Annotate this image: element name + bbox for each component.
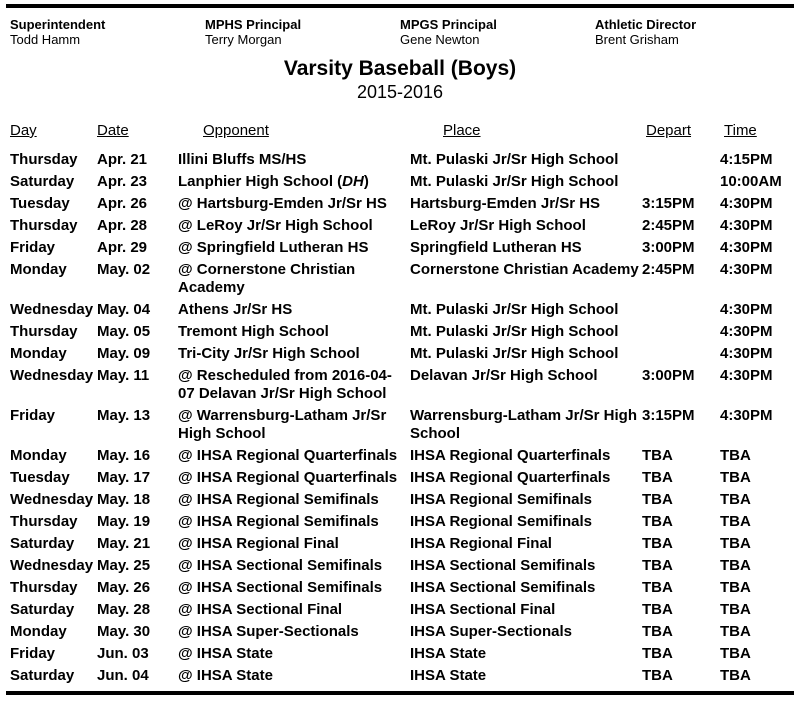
- cell-day: Friday: [10, 645, 56, 662]
- cell-date: Apr. 26: [97, 195, 148, 212]
- cell-opponent: Tri-City Jr/Sr High School: [178, 345, 360, 362]
- staff-role-label: Athletic Director: [595, 17, 697, 32]
- cell-time: TBA: [720, 513, 751, 530]
- cell-date: May. 02: [97, 261, 151, 278]
- cell-opponent: @ IHSA State: [178, 667, 273, 684]
- schedule-row: [10, 259, 790, 299]
- cell-time: TBA: [720, 667, 751, 684]
- cell-time: 10:00AM: [720, 173, 782, 190]
- schedule-row: [10, 237, 790, 259]
- cell-place: Hartsburg-Emden Jr/Sr HS: [410, 195, 601, 212]
- staff-person-name: Terry Morgan: [205, 32, 282, 47]
- cell-date: May. 19: [97, 513, 151, 530]
- cell-place: Delavan Jr/Sr High School: [410, 367, 598, 384]
- cell-day: Wednesday: [10, 301, 94, 318]
- opponent-text: ): [363, 173, 369, 190]
- cell-depart: TBA: [642, 513, 673, 530]
- cell-opponent: @ IHSA Regional Semifinals: [178, 513, 379, 530]
- staff-person-name: Todd Hamm: [10, 32, 81, 47]
- cell-day: Friday: [10, 407, 56, 424]
- cell-day: Thursday: [10, 217, 78, 234]
- cell-depart: TBA: [642, 469, 673, 486]
- cell-depart: 2:45PM: [642, 217, 695, 234]
- cell-date: May. 13: [97, 407, 151, 424]
- schedule-row: [10, 643, 790, 665]
- cell-day: Tuesday: [10, 195, 70, 212]
- cell-depart: TBA: [642, 447, 673, 464]
- cell-depart: 3:15PM: [642, 195, 695, 212]
- cell-time: 4:15PM: [720, 151, 773, 168]
- cell-depart: [642, 151, 720, 169]
- cell-opponent: [178, 173, 410, 191]
- schedule-row: [10, 193, 790, 215]
- cell-time: TBA: [720, 447, 751, 464]
- cell-opponent: Tremont High School: [178, 323, 329, 340]
- cell-day: Wednesday: [10, 491, 94, 508]
- schedule-row: [10, 445, 790, 467]
- cell-place: IHSA Super-Sectionals: [410, 623, 572, 640]
- table-body: [10, 149, 790, 687]
- staff-member: [400, 17, 595, 47]
- cell-date: Apr. 23: [97, 173, 148, 190]
- cell-place: IHSA Sectional Semifinals: [410, 579, 596, 596]
- staff-member: [595, 17, 790, 47]
- top-divider: [6, 4, 794, 8]
- cell-time: TBA: [720, 491, 751, 508]
- season-subtitle: 2015-2016: [356, 82, 444, 102]
- schedule-row: [10, 599, 790, 621]
- opponent-note-italic: DH: [342, 173, 364, 190]
- cell-day: Saturday: [10, 173, 75, 190]
- cell-time: 4:30PM: [720, 323, 773, 340]
- cell-depart: TBA: [642, 491, 673, 508]
- cell-date: May. 16: [97, 447, 151, 464]
- column-header-label-opponent: Opponent: [203, 122, 269, 139]
- cell-place: Mt. Pulaski Jr/Sr High School: [410, 173, 619, 190]
- cell-place: Mt. Pulaski Jr/Sr High School: [410, 323, 619, 340]
- cell-opponent: @ Cornerstone Christian Academy: [178, 261, 356, 296]
- column-header-label-depart: Depart: [646, 122, 692, 139]
- cell-place: IHSA State: [410, 667, 487, 684]
- cell-opponent: @ IHSA Super-Sectionals: [178, 623, 359, 640]
- cell-opponent: @ IHSA Sectional Semifinals: [178, 579, 383, 596]
- cell-opponent: @ IHSA Sectional Final: [178, 601, 343, 618]
- cell-depart: [642, 345, 720, 363]
- staff-role-label: Superintendent: [10, 17, 106, 32]
- cell-day: Saturday: [10, 535, 75, 552]
- schedule-table: [10, 122, 790, 687]
- schedule-row: [10, 365, 790, 405]
- schedule-row: [10, 577, 790, 599]
- cell-time: TBA: [720, 623, 751, 640]
- cell-time: TBA: [720, 557, 751, 574]
- schedule-row: [10, 533, 790, 555]
- cell-date: May. 28: [97, 601, 151, 618]
- cell-place: Cornerstone Christian Academy: [410, 261, 639, 278]
- cell-date: May. 25: [97, 557, 151, 574]
- cell-place: Springfield Lutheran HS: [410, 239, 582, 256]
- cell-place: Mt. Pulaski Jr/Sr High School: [410, 345, 619, 362]
- cell-place: IHSA Regional Semifinals: [410, 491, 592, 508]
- cell-date: May. 04: [97, 301, 151, 318]
- cell-date: Apr. 28: [97, 217, 148, 234]
- cell-time: 4:30PM: [720, 301, 773, 318]
- cell-time: TBA: [720, 469, 751, 486]
- cell-opponent: @ IHSA Regional Semifinals: [178, 491, 379, 508]
- cell-date: Apr. 29: [97, 239, 148, 256]
- staff-role-label: MPHS Principal: [205, 17, 302, 32]
- cell-depart: TBA: [642, 623, 673, 640]
- cell-time: 4:30PM: [720, 217, 773, 234]
- cell-opponent: Athens Jr/Sr HS: [178, 301, 293, 318]
- staff-member: [205, 17, 400, 47]
- cell-depart: TBA: [642, 601, 673, 618]
- cell-place: Mt. Pulaski Jr/Sr High School: [410, 301, 619, 318]
- cell-place: IHSA Sectional Semifinals: [410, 557, 596, 574]
- cell-day: Monday: [10, 261, 67, 278]
- cell-day: Thursday: [10, 513, 78, 530]
- page-title: Varsity Baseball (Boys): [283, 57, 517, 80]
- cell-opponent: @ IHSA Regional Quarterfinals: [178, 469, 398, 486]
- cell-depart: [642, 301, 720, 319]
- schedule-row: [10, 405, 790, 445]
- schedule-row: [10, 511, 790, 533]
- cell-place: LeRoy Jr/Sr High School: [410, 217, 586, 234]
- table-header-row: [10, 122, 790, 140]
- cell-day: Thursday: [10, 151, 78, 168]
- staff-header: [10, 17, 790, 47]
- schedule-row: [10, 171, 790, 193]
- cell-depart: 3:00PM: [642, 239, 695, 256]
- schedule-row: [10, 555, 790, 577]
- cell-day: Thursday: [10, 323, 78, 340]
- cell-place: Mt. Pulaski Jr/Sr High School: [410, 151, 619, 168]
- column-header-label-time: Time: [724, 122, 757, 139]
- cell-date: May. 21: [97, 535, 151, 552]
- cell-date: May. 30: [97, 623, 151, 640]
- cell-day: Saturday: [10, 601, 75, 618]
- staff-person-name: Brent Grisham: [595, 32, 679, 47]
- cell-depart: 3:15PM: [642, 407, 695, 424]
- bottom-divider: [6, 691, 794, 695]
- cell-date: May. 17: [97, 469, 151, 486]
- column-header-day: [10, 122, 97, 140]
- cell-date: Jun. 04: [97, 667, 149, 684]
- column-header-depart: [642, 122, 720, 140]
- cell-date: May. 11: [97, 367, 150, 384]
- column-header-opponent: [178, 122, 410, 140]
- cell-place: IHSA Regional Quarterfinals: [410, 469, 611, 486]
- cell-date: May. 05: [97, 323, 151, 340]
- cell-opponent: @ LeRoy Jr/Sr High School: [178, 217, 373, 234]
- staff-role-label: MPGS Principal: [400, 17, 497, 32]
- cell-day: Friday: [10, 239, 56, 256]
- schedule-row: [10, 321, 790, 343]
- cell-time: 4:30PM: [720, 345, 773, 362]
- cell-day: Wednesday: [10, 367, 94, 384]
- cell-depart: 3:00PM: [642, 367, 695, 384]
- cell-time: 4:30PM: [720, 239, 773, 256]
- cell-place: IHSA Regional Final: [410, 535, 552, 552]
- cell-opponent: @ Rescheduled from 2016-04-07 Delavan Jr/Sr High School: [178, 367, 392, 402]
- schedule-row: [10, 467, 790, 489]
- cell-place: IHSA Sectional Final: [410, 601, 556, 618]
- schedule-row: [10, 665, 790, 687]
- column-header-date: [97, 122, 178, 140]
- cell-time: 4:30PM: [720, 407, 773, 424]
- cell-depart: TBA: [642, 667, 673, 684]
- column-header-label-date: Date: [97, 122, 129, 139]
- cell-opponent: @ Hartsburg-Emden Jr/Sr HS: [178, 195, 387, 212]
- cell-opponent: @ IHSA Regional Quarterfinals: [178, 447, 398, 464]
- schedule-row: [10, 215, 790, 237]
- cell-depart: TBA: [642, 645, 673, 662]
- cell-day: Saturday: [10, 667, 75, 684]
- cell-day: Wednesday: [10, 557, 94, 574]
- staff-person-name: Gene Newton: [400, 32, 480, 47]
- cell-opponent: Illini Bluffs MS/HS: [178, 151, 307, 168]
- cell-time: TBA: [720, 579, 751, 596]
- cell-place: Warrensburg-Latham Jr/Sr High School: [410, 407, 637, 442]
- cell-day: Monday: [10, 345, 67, 362]
- schedule-row: [10, 343, 790, 365]
- column-header-time: [720, 122, 790, 140]
- cell-place: IHSA Regional Quarterfinals: [410, 447, 611, 464]
- cell-time: TBA: [720, 535, 751, 552]
- cell-date: Jun. 03: [97, 645, 149, 662]
- cell-time: TBA: [720, 645, 751, 662]
- cell-date: May. 26: [97, 579, 151, 596]
- cell-day: Tuesday: [10, 469, 70, 486]
- cell-time: 4:30PM: [720, 367, 773, 384]
- cell-date: Apr. 21: [97, 151, 148, 168]
- cell-depart: TBA: [642, 579, 673, 596]
- cell-depart: [642, 173, 720, 191]
- schedule-row: [10, 489, 790, 511]
- cell-depart: TBA: [642, 535, 673, 552]
- opponent-text: Lanphier High School (: [178, 173, 343, 190]
- cell-depart: TBA: [642, 557, 673, 574]
- schedule-row: [10, 149, 790, 171]
- cell-opponent: @ IHSA State: [178, 645, 273, 662]
- cell-opponent: @ IHSA Sectional Semifinals: [178, 557, 383, 574]
- staff-member: [10, 17, 205, 47]
- cell-time: 4:30PM: [720, 195, 773, 212]
- cell-date: May. 18: [97, 491, 151, 508]
- column-header-label-place: Place: [443, 122, 481, 139]
- cell-place: IHSA State: [410, 645, 487, 662]
- cell-depart: 2:45PM: [642, 261, 695, 278]
- cell-opponent: @ Warrensburg-Latham Jr/Sr High School: [178, 407, 387, 442]
- cell-place: IHSA Regional Semifinals: [410, 513, 592, 530]
- cell-time: TBA: [720, 601, 751, 618]
- cell-depart: [642, 323, 720, 341]
- cell-date: May. 09: [97, 345, 151, 362]
- cell-day: Monday: [10, 623, 67, 640]
- column-header-label-day: Day: [10, 122, 37, 139]
- cell-opponent: @ IHSA Regional Final: [178, 535, 339, 552]
- cell-opponent: @ Springfield Lutheran HS: [178, 239, 369, 256]
- schedule-row: [10, 299, 790, 321]
- column-header-place: [410, 122, 642, 140]
- cell-time: 4:30PM: [720, 261, 773, 278]
- cell-day: Thursday: [10, 579, 78, 596]
- schedule-row: [10, 621, 790, 643]
- cell-day: Monday: [10, 447, 67, 464]
